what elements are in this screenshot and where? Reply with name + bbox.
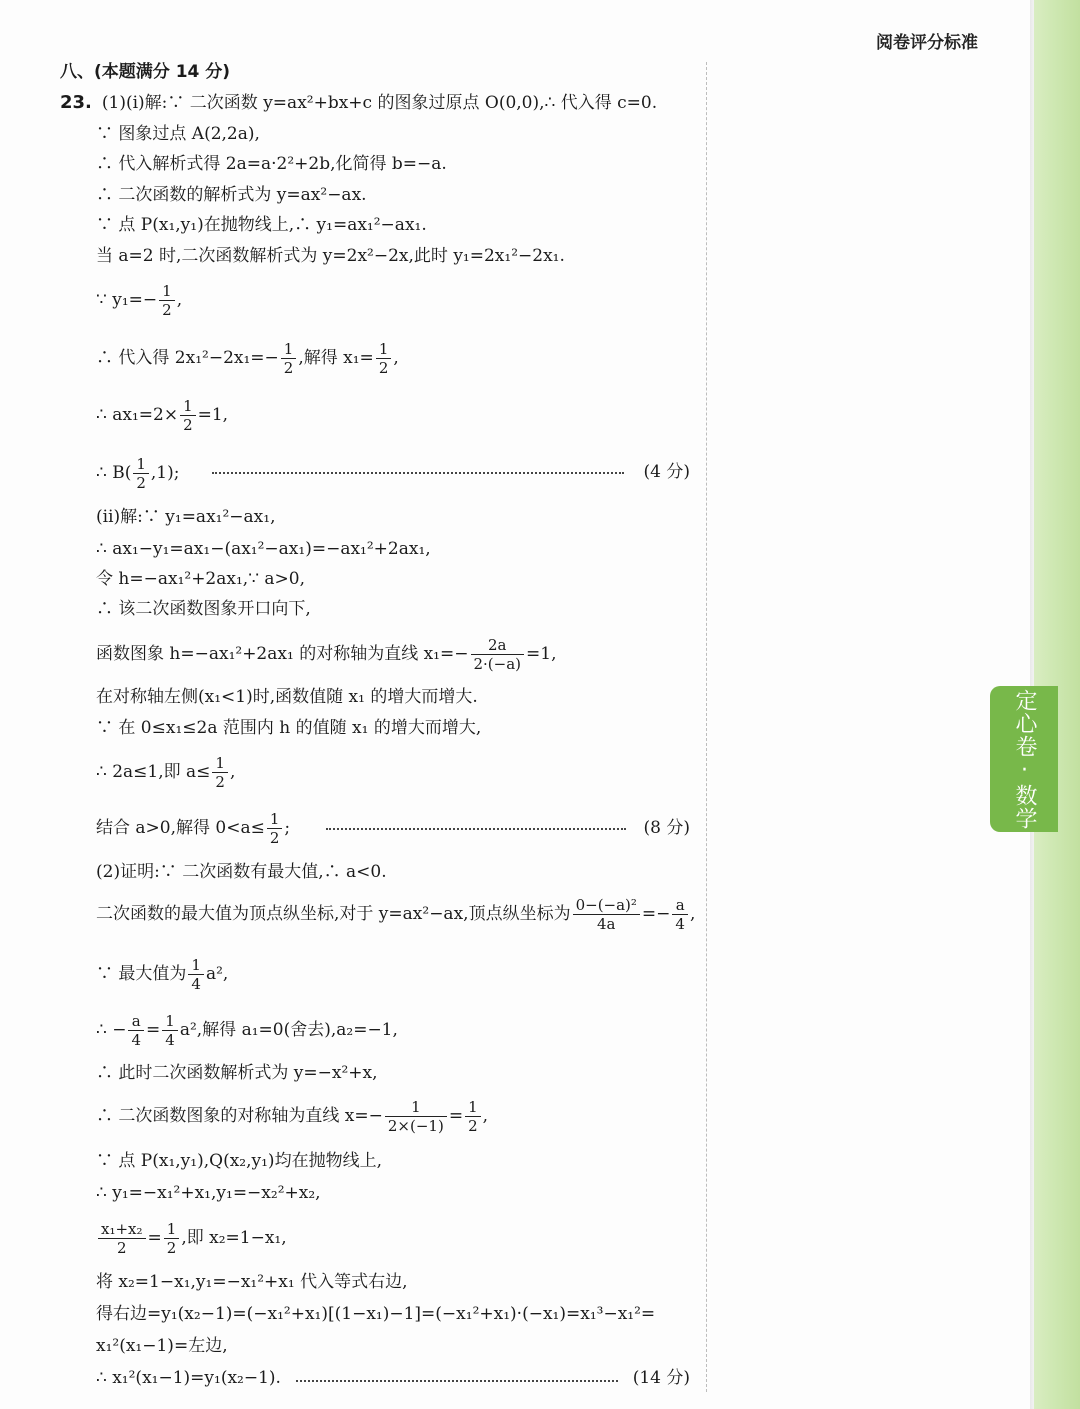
column-divider — [706, 62, 707, 1392]
line-23: ∴ − $\frac{a}{4}$ = $\frac{1}{4}$ a²,解得 a₁=0(舍去),a₂=−1, — [96, 1012, 398, 1049]
line-13: 令 h=−ax₁²+2ax₁,∵ a>0, — [96, 569, 306, 589]
line-24: ∴ 此时二次函数解析式为 y=−x²+x, — [96, 1063, 378, 1083]
fraction: $\frac{1}{2}$ — [180, 397, 196, 434]
line-17: ∵ 在 0≤x₁≤2a 范围内 h 的值随 x₁ 的增大而增大, — [96, 718, 482, 738]
line-28: $\frac{\text{x₁+x₂}}{2}$ = $\frac{1}{2}$ ,即 x₂=1−x₁, — [96, 1220, 287, 1257]
fraction: $\frac{1}{2}$ — [376, 340, 392, 377]
line-2: ∵ 图象过点 A(2,2a), — [96, 124, 260, 144]
line-4: ∴ 二次函数的解析式为 y=ax²−ax. — [96, 185, 367, 205]
line-8: ∴ 代入得 2x₁²−2x₁=− $\frac{1}{2}$ ,解得 x₁= $\frac{1}{2}$ , — [96, 340, 399, 377]
fraction: $\frac{1}{2}$ — [164, 1220, 180, 1257]
fraction: $\frac{1}{2}$ — [133, 455, 149, 492]
line-7: ∵ y₁=− $\frac{1}{2}$ , — [96, 282, 183, 319]
line-29: 将 x₂=1−x₁,y₁=−x₁²+x₁ 代入等式右边, — [96, 1272, 408, 1292]
line-1: 23. (1)(ⅰ)解:∵ 二次函数 y=ax²+bx+c 的图象过原点 O(0,0),∴ 代入得 c=0. — [60, 92, 658, 113]
score-14: (14 分) — [632, 1368, 690, 1388]
fraction: $\frac{1}{2}$ — [281, 340, 297, 377]
line-5: ∵ 点 P(x₁,y₁)在抛物线上,∴ y₁=ax₁²−ax₁. — [96, 215, 427, 235]
line-10: ∴ B( $\frac{1}{2}$ ,1); — [96, 455, 180, 492]
fraction: $\frac{a}{4}$ — [128, 1012, 144, 1049]
line-12: ∴ ax₁−y₁=ax₁−(ax₁²−ax₁)=−ax₁²+2ax₁, — [96, 539, 431, 559]
line-19: 结合 a>0,解得 0<a≤ $\frac{1}{2}$ ; — [96, 810, 291, 847]
line-3: ∴ 代入解析式得 2a=a·2²+2b,化简得 b=−a. — [96, 154, 447, 174]
line-31: x₁²(x₁−1)=左边, — [96, 1336, 228, 1356]
subject-tab: 定心卷·数学 — [990, 686, 1058, 832]
line-9: ∴ ax₁=2× $\frac{1}{2}$ =1, — [96, 397, 229, 434]
line-21: 二次函数的最大值为顶点纵坐标,对于 y=ax²−ax,顶点纵坐标为 $\frac{\text{0−(−a)²}}{4a}$ =− $\frac{a}{4}$ , — [96, 896, 696, 933]
line-15: 函数图象 h=−ax₁²+2ax₁ 的对称轴为直线 x₁=− $\frac{2a}{2\cdot(-a)}$ =1, — [96, 636, 557, 673]
section-title: 八、(本题满分 14 分) — [60, 62, 231, 82]
fraction: $\frac{1}{4}$ — [162, 1012, 178, 1049]
score-8: (8 分) — [643, 818, 690, 838]
score-4: (4 分) — [643, 462, 690, 482]
line-20: (2)证明:∵ 二次函数有最大值,∴ a<0. — [96, 862, 387, 882]
fraction: $\frac{1}{2}$ — [212, 754, 228, 791]
line-32: ∴ x₁²(x₁−1)=y₁(x₂−1). — [96, 1368, 281, 1388]
fraction: $\frac{\text{0−(−a)²}}{4a}$ — [573, 896, 640, 933]
header-label: 阅卷评分标准 — [876, 33, 978, 53]
line-22: ∵ 最大值为 $\frac{1}{4}$ a², — [96, 956, 229, 993]
line-11: (ⅱ)解:∵ y₁=ax₁²−ax₁, — [96, 507, 276, 527]
line-30: 得右边=y₁(x₂−1)=(−x₁²+x₁)[(1−x₁)−1]=(−x₁²+x₁)·(−x₁)=x₁³−x₁²= — [96, 1304, 656, 1324]
line-27: ∴ y₁=−x₁²+x₁,y₁=−x₂²+x₂, — [96, 1183, 321, 1203]
fraction: $\frac{2a}{2\cdot(-a)}$ — [471, 636, 525, 673]
fraction: $\frac{1}{2\times(-1)}$ — [385, 1098, 447, 1135]
fraction: $\frac{1}{4}$ — [188, 956, 204, 993]
line-18: ∴ 2a≤1,即 a≤ $\frac{1}{2}$ , — [96, 754, 236, 791]
fraction: $\frac{1}{2}$ — [159, 282, 175, 319]
fraction: $\frac{a}{4}$ — [672, 896, 688, 933]
line-14: ∴ 该二次函数图象开口向下, — [96, 599, 311, 619]
fraction: $\frac{1}{2}$ — [267, 810, 283, 847]
fraction: $\frac{1}{2}$ — [465, 1098, 481, 1135]
line-25: ∴ 二次函数图象的对称轴为直线 x=− $\frac{1}{2\times(-1)}$ = $\frac{1}{2}$ , — [96, 1098, 489, 1135]
line-16: 在对称轴左侧(x₁<1)时,函数值随 x₁ 的增大而增大. — [96, 687, 478, 707]
problem-number: 23. — [60, 92, 92, 113]
line-26: ∵ 点 P(x₁,y₁),Q(x₂,y₁)均在抛物线上, — [96, 1151, 382, 1171]
fraction: $\frac{\text{x₁+x₂}}{2}$ — [98, 1220, 146, 1257]
line-6: 当 a=2 时,二次函数解析式为 y=2x²−2x,此时 y₁=2x₁²−2x₁. — [96, 246, 565, 266]
